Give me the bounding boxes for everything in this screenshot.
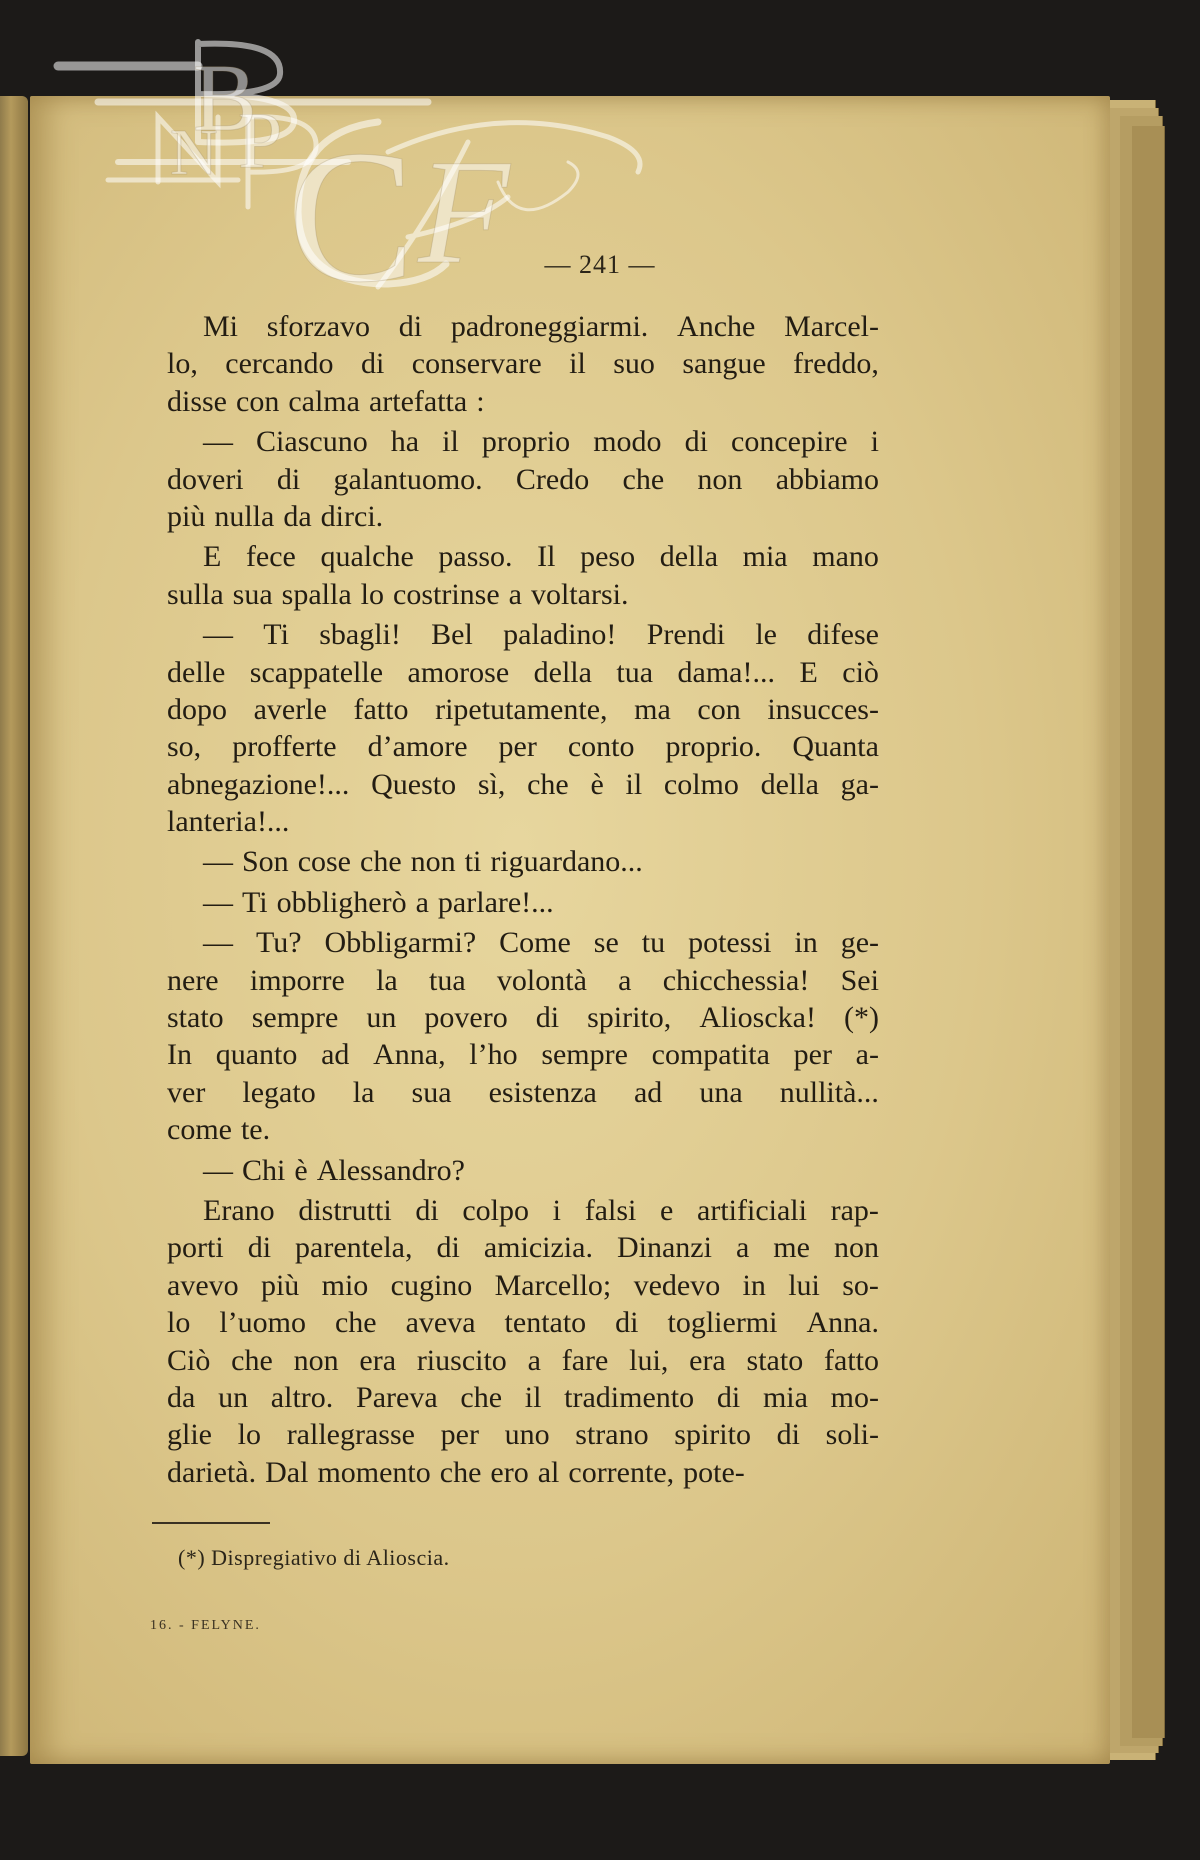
- text-line: sulla sua spalla lo costrinse a voltarsi.: [167, 577, 629, 611]
- svg-text:P: P: [238, 97, 283, 185]
- footnote-rule: [152, 1522, 270, 1524]
- text-line: so, profferte d’amore per conto proprio. Quanta: [167, 730, 879, 764]
- paragraph: [167, 1192, 879, 1491]
- text-line: abnegazione!... Questo sì, che è il colmo della ga-: [167, 767, 879, 801]
- text-line: — Son cose che non ti riguardano...: [203, 845, 643, 879]
- text-line: avevo più mio cugino Marcello; vedevo in lui so-: [167, 1268, 879, 1302]
- text-line: Erano distrutti di colpo i falsi e artificiali rap-: [203, 1193, 879, 1227]
- text-line: — Ti sbagli! Bel paladino! Prendi le difese: [203, 618, 879, 652]
- text-line: lo, cercando di conservare il suo sangue freddo,: [167, 347, 879, 381]
- paragraph: [167, 308, 879, 420]
- text-line: lo l’uomo che aveva tentato di togliermi Anna.: [167, 1306, 879, 1340]
- text-line: porti di parentela, di amicizia. Dinanzi a me non: [167, 1231, 879, 1265]
- printer-signature: 16. - FELYNE.: [150, 1618, 261, 1633]
- text-line: In quanto ad Anna, l’ho sempre compatita per a-: [167, 1038, 879, 1072]
- page-number: — 241 —: [544, 250, 656, 279]
- footnote: (*) Dispregiativo di Alioscia.: [178, 1545, 450, 1570]
- paragraph: [167, 616, 879, 840]
- text-line: come te.: [167, 1113, 271, 1147]
- text-line: stato sempre un povero di spirito, Alioscka! (*): [167, 1001, 879, 1035]
- svg-text:F: F: [418, 129, 510, 295]
- text-line: Mi sforzavo di padroneggiarmi. Anche Marcel-: [203, 310, 879, 343]
- text-line: delle scappatelle amorose della tua dama!... E ciò: [167, 655, 879, 689]
- text-line: — Ti obbligherò a parlare!...: [203, 885, 554, 919]
- text-line: — Ciascuno ha il proprio modo di concepire i: [203, 425, 879, 459]
- page-body-text: [167, 308, 879, 1491]
- text-line: E fece qualche passo. Il peso della mia mano: [203, 540, 879, 574]
- svg-text:N: N: [170, 116, 218, 189]
- page-stack-edge: [1132, 126, 1165, 1738]
- text-line: — Chi è Alessandro?: [203, 1153, 465, 1187]
- text-line: dopo averle fatto ripetutamente, ma con insucces-: [167, 692, 879, 726]
- text-line: nere imporre la tua volontà a chicchessia! Sei: [167, 963, 879, 997]
- text-line: disse con calma artefatta :: [167, 384, 485, 418]
- text-line: ver legato la sua esistenza ad una nullità...: [167, 1075, 879, 1109]
- paragraph: [167, 843, 879, 880]
- svg-text:B: B: [193, 44, 258, 151]
- svg-text:C: C: [288, 112, 415, 322]
- paragraph: [167, 423, 879, 535]
- paragraph: [167, 884, 879, 921]
- text-line: doveri di galantuomo. Credo che non abbiamo: [167, 462, 879, 496]
- paragraph: [167, 924, 879, 1148]
- text-line: darietà. Dal momento che ero al corrente, pote-: [167, 1455, 745, 1489]
- text-line: Ciò che non era riuscito a fare lui, era stato fatto: [167, 1343, 879, 1377]
- text-line: lanteria!...: [167, 805, 290, 839]
- paragraph: [167, 1152, 879, 1189]
- text-line: più nulla da dirci.: [167, 499, 384, 533]
- text-line: glie lo rallegrasse per uno strano spirito di soli-: [167, 1418, 879, 1452]
- text-line: da un altro. Pareva che il tradimento di mia mo-: [167, 1380, 879, 1414]
- text-line: — Tu? Obbligarmi? Come se tu potessi in ge-: [203, 926, 879, 960]
- previous-page-edge: [0, 96, 28, 1756]
- paragraph: [167, 538, 879, 613]
